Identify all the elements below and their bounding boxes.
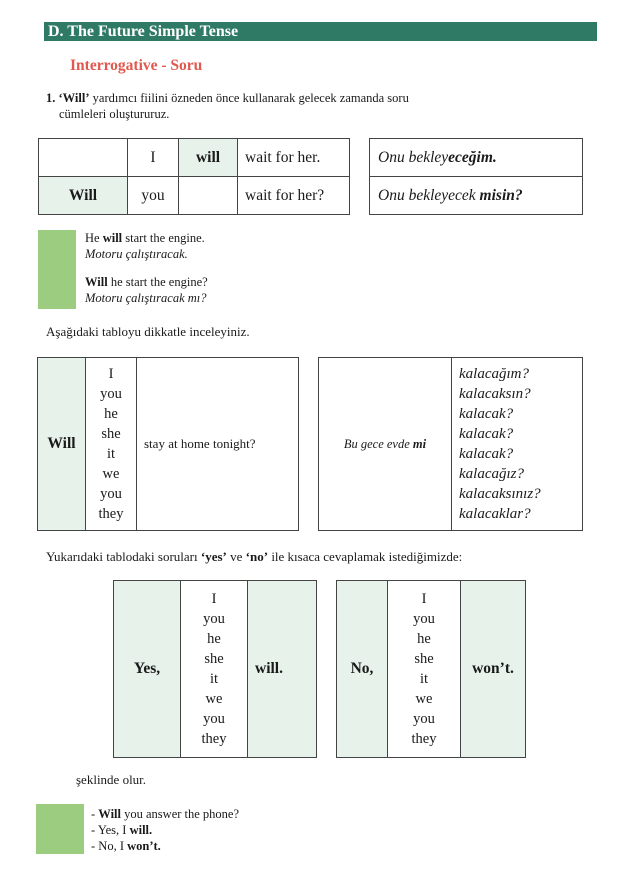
cell-aux: Will bbox=[38, 358, 86, 531]
cell-no: No, bbox=[337, 581, 388, 758]
section-title: D. The Future Simple Tense bbox=[44, 22, 597, 41]
pronoun: you bbox=[100, 386, 122, 402]
empty-cell bbox=[39, 139, 128, 177]
note-instruction: Aşağıdaki tabloyu dikkatle inceleyiniz. bbox=[46, 324, 250, 339]
example-marker bbox=[38, 230, 76, 309]
pronoun: we bbox=[102, 466, 120, 482]
pronoun: we bbox=[205, 691, 223, 707]
cell-aux: will bbox=[179, 139, 238, 177]
cell-will: will. bbox=[248, 581, 317, 758]
subtitle: Interrogative - Soru bbox=[70, 57, 203, 74]
intro-paragraph bbox=[46, 90, 496, 122]
cell-verb: wait for her? bbox=[238, 177, 350, 215]
cell-turkish-prefix: Bu gece evde mi bbox=[319, 358, 452, 531]
note-short-answers: Yukarıdaki tablodaki soruları ‘yes’ ve ‘no’ ile kısaca cevaplamak istediğimizde: bbox=[46, 549, 463, 564]
turkish-ending: kalacağım? bbox=[459, 366, 529, 382]
intro-line2: cümleleri oluştururuz. bbox=[59, 107, 170, 121]
turkish-ending: kalacaklar? bbox=[459, 506, 531, 522]
cell-subject: you bbox=[128, 177, 179, 215]
table-translation bbox=[369, 138, 583, 215]
pronoun: we bbox=[415, 691, 433, 707]
pronoun: she bbox=[101, 426, 121, 442]
translation-row: Onu bekleyeceğim. bbox=[370, 139, 583, 177]
turkish-ending: kalacak? bbox=[459, 446, 514, 462]
pronoun: I bbox=[108, 366, 114, 382]
pronoun: she bbox=[414, 651, 434, 667]
intro-will: ‘Will’ bbox=[58, 91, 90, 105]
example-marker bbox=[36, 804, 84, 854]
pronoun-list bbox=[388, 581, 461, 758]
pronoun: I bbox=[211, 591, 217, 607]
table-no-answer bbox=[336, 580, 526, 758]
pronoun: you bbox=[100, 486, 122, 502]
note-result: şeklinde olur. bbox=[76, 772, 147, 787]
example-1: He will start the engine. Motoru çalıştıracak. Will he start the engine? Motoru çalıştıracak mı? bbox=[85, 231, 208, 305]
intro-line1: yardımcı fiilini özneden önce kullanarak gelecek zamanda soru bbox=[89, 91, 409, 105]
cell-predicate: stay at home tonight? bbox=[137, 358, 299, 531]
pronoun-list bbox=[86, 358, 137, 531]
pronoun: you bbox=[203, 611, 225, 627]
pronoun: they bbox=[98, 506, 124, 522]
turkish-ending: kalacaksınız? bbox=[459, 486, 541, 502]
table-affirmative-question bbox=[38, 138, 350, 215]
cell-subject: I bbox=[128, 139, 179, 177]
cell-aux: Will bbox=[39, 177, 128, 215]
empty-cell bbox=[179, 177, 238, 215]
turkish-ending: kalacağız? bbox=[459, 466, 524, 482]
table-yes-answer bbox=[113, 580, 317, 758]
table-turkish-endings bbox=[318, 357, 583, 531]
pronoun: he bbox=[207, 631, 221, 647]
turkish-ending: kalacaksın? bbox=[459, 386, 531, 402]
pronoun: you bbox=[203, 711, 225, 727]
cell-wont: won’t. bbox=[461, 581, 526, 758]
pronoun: it bbox=[419, 671, 429, 687]
intro-number: 1. bbox=[46, 91, 56, 105]
turkish-ending: kalacak? bbox=[459, 406, 514, 422]
pronoun: he bbox=[104, 406, 118, 422]
ending-list bbox=[452, 358, 583, 531]
pronoun-list bbox=[181, 581, 248, 758]
table-will-pronouns bbox=[37, 357, 299, 531]
pronoun: you bbox=[413, 711, 435, 727]
cell-verb: wait for her. bbox=[238, 139, 350, 177]
cell-yes: Yes, bbox=[114, 581, 181, 758]
pronoun: it bbox=[209, 671, 219, 687]
pronoun: I bbox=[421, 591, 427, 607]
pronoun: they bbox=[201, 731, 227, 747]
pronoun: they bbox=[411, 731, 437, 747]
pronoun: she bbox=[204, 651, 224, 667]
turkish-ending: kalacak? bbox=[459, 426, 514, 442]
translation-row: Onu bekleyecek misin? bbox=[370, 177, 583, 215]
pronoun: he bbox=[417, 631, 431, 647]
example-2: - Will you answer the phone? - Yes, I will. - No, I won’t. bbox=[91, 807, 240, 853]
pronoun: you bbox=[413, 611, 435, 627]
pronoun: it bbox=[106, 446, 116, 462]
